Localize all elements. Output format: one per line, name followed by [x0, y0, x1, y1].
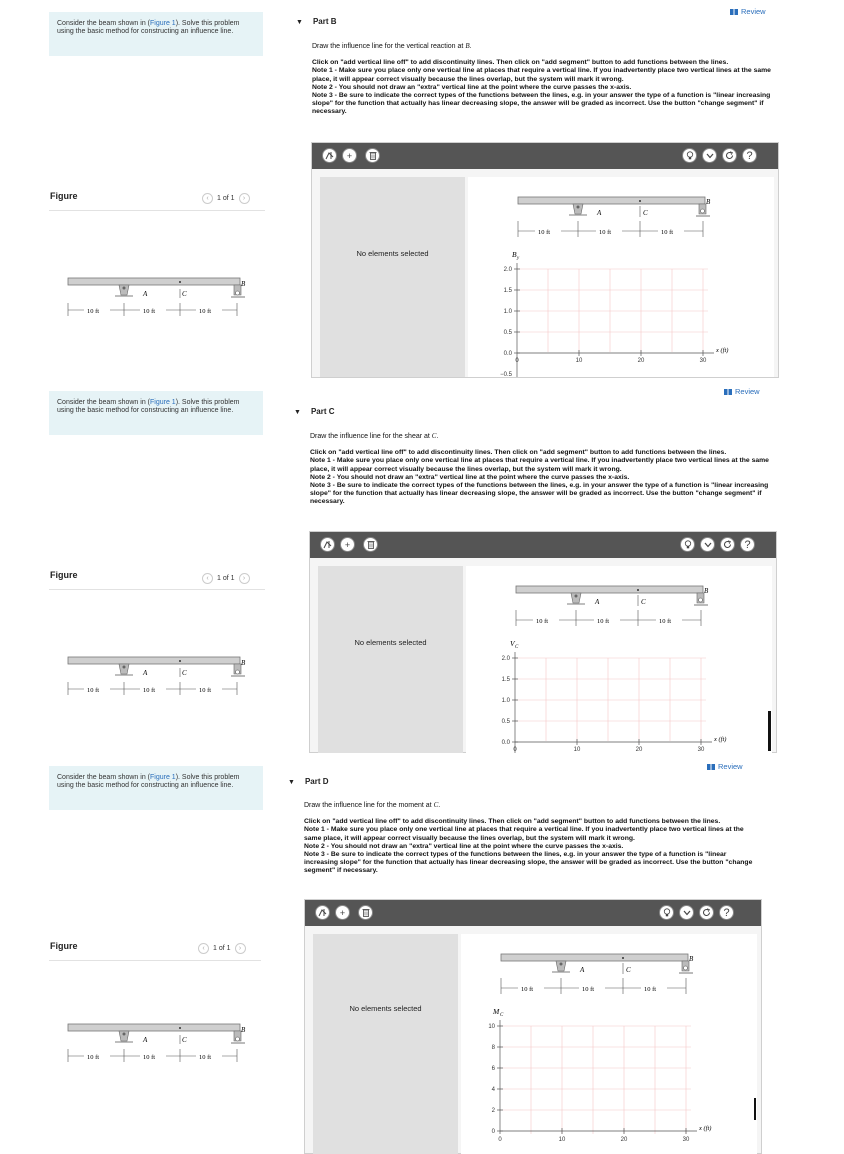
chevron-down-icon[interactable]	[679, 905, 694, 920]
review-icon	[707, 764, 715, 770]
x-axis-label: x (ft)	[714, 736, 727, 743]
hint-bulb-icon[interactable]	[680, 537, 695, 552]
graph-tool	[309, 531, 777, 753]
dim-2: 10 ft	[143, 687, 156, 694]
y-axis-label: B	[512, 250, 517, 259]
no-selection-text: No elements selected	[354, 638, 427, 647]
label-b: B	[241, 659, 246, 667]
graph-dim-1: 10 ft	[521, 986, 534, 993]
graph-dim-3: 10 ft	[661, 229, 674, 236]
y-axis-label: V	[510, 639, 515, 648]
instruction-line: Click on "add vertical line off" to add discontinuity lines. Then click on "add segment" button to add functions between the lines.	[304, 818, 721, 826]
review-icon	[724, 389, 732, 395]
help-icon[interactable]: ?	[742, 148, 757, 163]
add-vertical-line-icon[interactable]	[322, 148, 337, 163]
figure-label: Figure	[50, 941, 78, 951]
plus-icon[interactable]: +	[335, 905, 350, 920]
intro-text-end: ). Solve this problem using the basic method for constructing an influence line.	[57, 399, 240, 415]
tool-toolbar	[310, 532, 776, 558]
chevron-right-icon[interactable]: ›	[235, 943, 246, 954]
x-axis-label: x (ft)	[699, 1125, 712, 1132]
x-axis-label: x (ft)	[716, 347, 729, 354]
chevron-down-icon[interactable]	[700, 537, 715, 552]
label-b: B	[241, 280, 246, 288]
instructions	[310, 432, 780, 507]
y-tick-label: 0.0	[503, 351, 512, 357]
tool-toolbar	[305, 900, 761, 926]
instruction-line: Click on "add vertical line off" to add discontinuity lines. Then click on "add segment" button to add functions between the lines.	[310, 449, 727, 457]
graph-label-c: C	[626, 966, 631, 974]
selection-panel	[313, 934, 458, 1154]
figure-pager	[198, 943, 246, 954]
question-lead: Draw the influence line for the moment at	[304, 802, 434, 809]
trash-icon[interactable]	[365, 148, 380, 163]
y-tick-label: 0	[491, 1129, 495, 1135]
text-cursor	[754, 1098, 756, 1120]
note-3: Note 3 - Be sure to indicate the correct types of the functions between the lines, e.g. in your answer the type of a function is "linear increasing slope" for the function that actually has linear decreasing slope, the answer will be graded as incorrect. Use the button "change segment" if necessary.	[310, 482, 769, 506]
graph-tool	[311, 142, 779, 378]
scrollbar-edge[interactable]	[768, 711, 771, 751]
question-end: .	[469, 43, 472, 50]
y-tick-label: 1.0	[503, 309, 512, 315]
section-part-b	[0, 0, 844, 378]
pager-count: 1 of 1	[213, 945, 231, 952]
help-icon[interactable]: ?	[740, 537, 755, 552]
y-axis-subscript: C	[500, 1013, 504, 1018]
dim-2: 10 ft	[143, 308, 156, 315]
graph-canvas[interactable]	[461, 934, 757, 1154]
x-tick-label: 0	[498, 1137, 502, 1143]
y-tick-label: 6	[491, 1066, 495, 1072]
x-tick-label: 20	[637, 358, 645, 364]
graph-label-c: C	[643, 209, 648, 217]
part-title[interactable]	[296, 17, 337, 26]
label-b: B	[241, 1026, 246, 1034]
x-tick-label: 0	[513, 747, 517, 753]
x-tick-label: 10	[558, 1137, 566, 1143]
figure-pager	[202, 193, 250, 204]
question-lead: Draw the influence line for the shear at	[310, 433, 432, 440]
add-vertical-line-icon[interactable]	[315, 905, 330, 920]
figure-divider	[49, 960, 261, 961]
y-tick-label: 0.5	[501, 719, 510, 725]
y-tick-label: 0.5	[503, 330, 512, 336]
part-title[interactable]	[288, 777, 329, 786]
graph-canvas[interactable]	[466, 566, 772, 753]
chevron-right-icon[interactable]: ›	[239, 193, 250, 204]
note-1: Note 1 - Make sure you place only one vertical line at places that require a vertical line. If you inadvertently place two vertical lines at the same place, it will appear correct visually because the lines overlap, but the system will mark it wrong.	[304, 826, 744, 842]
graph-dim-3: 10 ft	[659, 618, 672, 625]
dim-2: 10 ft	[143, 1054, 156, 1061]
dim-3: 10 ft	[199, 308, 212, 315]
label-a: A	[143, 290, 148, 298]
question-text	[312, 42, 782, 51]
chevron-left-icon[interactable]: ‹	[198, 943, 209, 954]
graph-dim-2: 10 ft	[597, 618, 610, 625]
label-a: A	[143, 1036, 148, 1044]
plus-icon[interactable]: +	[342, 148, 357, 163]
graph-svg	[468, 177, 774, 377]
y-tick-label: 8	[491, 1045, 495, 1051]
review-link[interactable]	[730, 7, 766, 16]
note-2: Note 2 - You should not draw an "extra" vertical line at the point where the curve passes the x-axis.	[310, 473, 630, 481]
hint-bulb-icon[interactable]	[659, 905, 674, 920]
pager-count: 1 of 1	[217, 575, 235, 582]
section-part-d	[0, 753, 844, 1154]
dim-1: 10 ft	[87, 308, 100, 315]
figure-link[interactable]: Figure 1	[150, 774, 176, 781]
add-vertical-line-icon[interactable]	[320, 537, 335, 552]
x-tick-label: 30	[699, 358, 707, 364]
review-link[interactable]	[707, 762, 743, 771]
figure-divider	[49, 210, 265, 211]
question-end: .	[438, 802, 441, 809]
chevron-left-icon[interactable]: ‹	[202, 573, 213, 584]
figure-pager	[202, 573, 250, 584]
x-tick-label: 30	[697, 747, 705, 753]
y-tick-clipped: −0.5	[500, 372, 512, 377]
graph-label-b: B	[704, 587, 709, 595]
review-label: Review	[735, 387, 760, 396]
pager-count: 1 of 1	[217, 195, 235, 202]
instructions	[304, 801, 762, 876]
x-tick-label: 0	[515, 358, 519, 364]
problem-intro	[49, 391, 263, 435]
collapse-triangle-icon: ▼	[288, 779, 295, 786]
x-tick-label: 20	[620, 1137, 628, 1143]
graph-dim-2: 10 ft	[599, 229, 612, 236]
figure-label: Figure	[50, 191, 78, 201]
figure-link[interactable]: Figure 1	[150, 399, 176, 406]
y-tick-label: 10	[488, 1024, 495, 1030]
figure-beam	[63, 276, 249, 322]
figure-beam	[63, 655, 249, 701]
question-lead: Draw the influence line for the vertical reaction at	[312, 43, 466, 50]
help-icon[interactable]: ?	[719, 905, 734, 920]
question-text	[304, 801, 762, 810]
label-a: A	[143, 669, 148, 677]
reset-icon[interactable]	[699, 905, 714, 920]
part-title-text: Part C	[310, 407, 335, 416]
note-2: Note 2 - You should not draw an "extra" vertical line at the point where the curve passes the x-axis.	[304, 842, 624, 850]
chevron-left-icon[interactable]: ‹	[202, 193, 213, 204]
figure-label: Figure	[50, 570, 78, 580]
question-end: .	[436, 433, 439, 440]
trash-icon[interactable]	[358, 905, 373, 920]
no-selection-text: No elements selected	[356, 249, 429, 258]
note-3: Note 3 - Be sure to indicate the correct types of the functions between the lines, e.g. in your answer the type of a function is "linear increasing slope" for the function that actually has linear decreasing slope, the answer will be graded as incorrect. Use the button "change segment" if necessary.	[312, 92, 771, 116]
y-tick-label: 2.0	[503, 267, 512, 273]
hint-bulb-icon[interactable]	[682, 148, 697, 163]
graph-label-b: B	[706, 198, 711, 206]
graph-dim-2: 10 ft	[582, 986, 595, 993]
note-3: Note 3 - Be sure to indicate the correct types of the functions between the lines, e.g. in your answer the type of a function is "linear increasing slope" for the function that actually has linear decreasing slope, the answer will be graded as incorrect. Use the button "change segment" if necessary.	[304, 851, 753, 875]
collapse-triangle-icon: ▼	[296, 19, 303, 26]
instructions	[312, 42, 782, 117]
trash-icon[interactable]	[363, 537, 378, 552]
graph-label-a: A	[597, 209, 602, 217]
question-var: B	[465, 42, 470, 50]
y-tick-label: 2.0	[501, 656, 510, 662]
dim-3: 10 ft	[199, 687, 212, 694]
dim-1: 10 ft	[87, 687, 100, 694]
intro-text: Consider the beam shown in (	[57, 20, 150, 27]
x-tick-label: 20	[635, 747, 643, 753]
tool-toolbar	[312, 143, 778, 169]
intro-text-end: ). Solve this problem using the basic method for constructing an influence line.	[57, 20, 240, 36]
question-var: C	[431, 432, 437, 440]
x-tick-label: 10	[573, 747, 581, 753]
problem-intro	[49, 766, 263, 810]
reset-icon[interactable]	[722, 148, 737, 163]
x-tick-label: 30	[682, 1137, 690, 1143]
graph-canvas[interactable]	[468, 177, 774, 377]
note-2: Note 2 - You should not draw an "extra" vertical line at the point where the curve passes the x-axis.	[312, 83, 632, 91]
review-link[interactable]	[724, 387, 760, 396]
y-tick-label: 1.0	[501, 698, 510, 704]
y-tick-label: 1.5	[503, 288, 512, 294]
part-title-text: Part D	[304, 777, 329, 786]
graph-label-a: A	[595, 598, 600, 606]
y-tick-label: 1.5	[501, 677, 510, 683]
review-label: Review	[718, 762, 743, 771]
intro-text-end: ). Solve this problem using the basic method for constructing an influence line.	[57, 774, 240, 790]
note-1: Note 1 - Make sure you place only one vertical line at places that require a vertical line. If you inadvertently place two vertical lines at the same place, it will appear correct visually because the lines overlap, but the system will mark it wrong.	[312, 67, 771, 83]
problem-intro	[49, 12, 263, 56]
selection-panel	[320, 177, 465, 377]
label-c: C	[182, 290, 187, 298]
graph-svg	[461, 934, 757, 1154]
y-tick-label: 4	[491, 1087, 495, 1093]
question-text	[310, 432, 780, 441]
no-selection-text: No elements selected	[349, 1004, 422, 1013]
part-title-text: Part B	[312, 17, 337, 26]
dim-1: 10 ft	[87, 1054, 100, 1061]
label-c: C	[182, 669, 187, 677]
y-axis-subscript: y	[517, 256, 520, 261]
graph-dim-1: 10 ft	[538, 229, 551, 236]
chevron-down-icon[interactable]	[702, 148, 717, 163]
figure-link[interactable]: Figure 1	[150, 20, 176, 27]
x-tick-label: 10	[575, 358, 583, 364]
reset-icon[interactable]	[720, 537, 735, 552]
graph-label-a: A	[580, 966, 585, 974]
review-label: Review	[741, 7, 766, 16]
graph-dim-3: 10 ft	[644, 986, 657, 993]
graph-tool	[304, 899, 762, 1154]
section-part-c	[0, 378, 844, 753]
review-icon	[730, 9, 738, 15]
label-c: C	[182, 1036, 187, 1044]
y-axis-label: M	[493, 1007, 500, 1016]
figure-beam	[63, 1022, 249, 1068]
graph-label-b: B	[689, 955, 694, 963]
intro-text: Consider the beam shown in (	[57, 774, 150, 781]
dim-3: 10 ft	[199, 1054, 212, 1061]
y-tick-label: 2	[491, 1108, 495, 1114]
y-tick-label: 0.0	[501, 740, 510, 746]
question-var: C	[433, 801, 439, 809]
graph-label-c: C	[641, 598, 646, 606]
selection-panel	[318, 566, 463, 753]
y-axis-subscript: C	[515, 645, 519, 650]
figure-divider	[49, 589, 265, 590]
graph-svg	[466, 566, 772, 753]
plus-icon[interactable]: +	[340, 537, 355, 552]
collapse-triangle-icon: ▼	[294, 409, 301, 416]
part-title[interactable]	[294, 407, 335, 416]
note-1: Note 1 - Make sure you place only one vertical line at places that require a vertical line. If you inadvertently place two vertical lines at the same place, it will appear correct visually because the lines overlap, but the system will mark it wrong.	[310, 457, 769, 473]
graph-dim-1: 10 ft	[536, 618, 549, 625]
intro-text: Consider the beam shown in (	[57, 399, 150, 406]
chevron-right-icon[interactable]: ›	[239, 573, 250, 584]
instruction-line: Click on "add vertical line off" to add discontinuity lines. Then click on "add segment" button to add functions between the lines.	[312, 59, 729, 67]
